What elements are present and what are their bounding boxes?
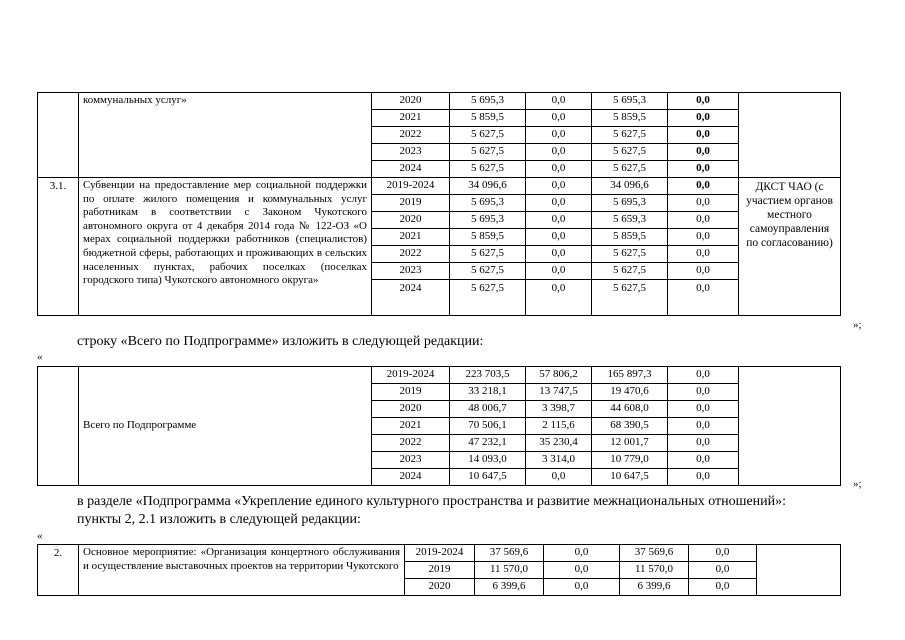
year-cell: 2021 <box>372 110 450 127</box>
item-number-cell <box>38 367 79 486</box>
federal-cell: 0,0 <box>526 144 592 161</box>
regional-cell: 12 001,7 <box>592 435 668 452</box>
regional-cell: 5 627,5 <box>592 144 668 161</box>
responsible-cell <box>757 545 841 596</box>
total-cell: 48 006,7 <box>450 401 526 418</box>
total-cell: 70 506,1 <box>450 418 526 435</box>
year-cell: 2021 <box>372 418 450 435</box>
federal-cell: 0,0 <box>526 212 592 229</box>
regional-cell: 5 627,5 <box>592 246 668 263</box>
table-row <box>38 93 841 110</box>
table-row <box>38 178 841 195</box>
regional-cell: 68 390,5 <box>592 418 668 435</box>
federal-cell: 57 806,2 <box>526 367 592 384</box>
total-cell: 223 703,5 <box>450 367 526 384</box>
regional-cell: 5 627,5 <box>592 263 668 280</box>
federal-cell: 0,0 <box>544 562 620 579</box>
federal-cell: 0,0 <box>544 579 620 596</box>
total-cell: 5 627,5 <box>450 161 526 178</box>
local-cell: 0,0 <box>668 469 739 486</box>
federal-cell: 0,0 <box>526 246 592 263</box>
total-cell: 5 859,5 <box>450 110 526 127</box>
total-cell: 5 627,5 <box>450 144 526 161</box>
total-label: Всего по Подпрограмме <box>79 367 372 486</box>
local-cell: 0,0 <box>668 212 739 229</box>
table-row <box>38 367 841 384</box>
local-cell: 0,0 <box>668 195 739 212</box>
total-cell: 34 096,6 <box>450 178 526 195</box>
closing-quote: »; <box>853 478 862 490</box>
year-cell: 2022 <box>372 246 450 263</box>
federal-cell: 13 747,5 <box>526 384 592 401</box>
federal-cell: 3 314,0 <box>526 452 592 469</box>
item-number-cell: 3.1. <box>38 178 79 316</box>
regional-cell: 10 779,0 <box>592 452 668 469</box>
federal-cell: 0,0 <box>526 127 592 144</box>
year-cell: 2021 <box>372 229 450 246</box>
local-cell: 0,0 <box>668 144 739 161</box>
total-cell: 5 627,5 <box>450 263 526 280</box>
closing-quote: »; <box>853 319 862 331</box>
federal-cell: 0,0 <box>526 93 592 110</box>
responsible-cell: ДКСТ ЧАО (с участием органов местного самоуправления по согласованию) <box>739 178 841 316</box>
federal-cell: 35 230,4 <box>526 435 592 452</box>
local-cell: 0,0 <box>668 110 739 127</box>
regional-cell: 19 470,6 <box>592 384 668 401</box>
year-cell: 2023 <box>372 144 450 161</box>
program-total-table <box>37 366 841 486</box>
year-cell: 2022 <box>372 435 450 452</box>
total-cell: 5 859,5 <box>450 229 526 246</box>
local-cell: 0,0 <box>668 246 739 263</box>
regional-cell: 165 897,3 <box>592 367 668 384</box>
local-cell: 0,0 <box>668 452 739 469</box>
year-cell: 2019-2024 <box>372 178 450 195</box>
regional-cell: 6 399,6 <box>620 579 689 596</box>
regional-cell: 5 627,5 <box>592 161 668 178</box>
regional-cell: 5 859,5 <box>592 110 668 127</box>
item-number-cell: 2. <box>38 545 79 596</box>
federal-cell: 2 115,6 <box>526 418 592 435</box>
item-description: Основное мероприятие: «Организация концертного обслуживания и осуществление выставочных проектов на территории Чукотского <box>79 545 405 596</box>
instruction-text: строку «Всего по Подпрограмме» изложить в следующей редакции: <box>77 334 484 349</box>
year-cell: 2019 <box>372 195 450 212</box>
total-cell: 5 627,5 <box>450 127 526 144</box>
year-cell: 2024 <box>372 469 450 486</box>
total-cell: 5 695,3 <box>450 93 526 110</box>
regional-cell: 5 659,3 <box>592 212 668 229</box>
federal-cell: 0,0 <box>526 195 592 212</box>
opening-quote: « <box>37 351 43 363</box>
local-cell: 0,0 <box>689 579 757 596</box>
opening-quote: « <box>37 530 43 542</box>
year-cell: 2019-2024 <box>372 367 450 384</box>
total-cell: 10 647,5 <box>450 469 526 486</box>
local-cell: 0,0 <box>668 93 739 110</box>
program-table-1 <box>37 92 841 316</box>
local-cell: 0,0 <box>668 280 739 316</box>
local-cell: 0,0 <box>668 418 739 435</box>
year-cell: 2019 <box>405 562 475 579</box>
regional-cell: 34 096,6 <box>592 178 668 195</box>
total-cell: 5 695,3 <box>450 212 526 229</box>
total-cell: 6 399,6 <box>475 579 544 596</box>
year-cell: 2019-2024 <box>405 545 475 562</box>
subprogram-table <box>37 544 841 596</box>
federal-cell: 0,0 <box>526 469 592 486</box>
table-row <box>38 545 841 562</box>
total-cell: 37 569,6 <box>475 545 544 562</box>
item-description: коммунальных услуг» <box>79 93 372 178</box>
year-cell: 2020 <box>405 579 475 596</box>
local-cell: 0,0 <box>689 545 757 562</box>
year-cell: 2024 <box>372 161 450 178</box>
federal-cell: 0,0 <box>526 161 592 178</box>
local-cell: 0,0 <box>668 161 739 178</box>
item-description: Субвенции на предоставление мер социальной поддержки по оплате жилого помещения и коммунальных услуг работникам в соответствии с Законом Чукотского автономного округа от 4 декабря 2014 года № 122-ОЗ «О мерах социальной поддержки работников (специалистов) бюджетной сферы, работающих и проживающих в сельских населенных пунктах, рабочих поселках (поселках городского типа) Чукотского автономного округа» <box>79 178 372 316</box>
federal-cell: 0,0 <box>526 280 592 316</box>
total-cell: 11 570,0 <box>475 562 544 579</box>
total-cell: 47 232,1 <box>450 435 526 452</box>
regional-cell: 5 627,5 <box>592 280 668 316</box>
local-cell: 0,0 <box>668 178 739 195</box>
regional-cell: 5 695,3 <box>592 195 668 212</box>
item-number-cell <box>38 93 79 178</box>
total-cell: 5 695,3 <box>450 195 526 212</box>
regional-cell: 44 608,0 <box>592 401 668 418</box>
regional-cell: 5 627,5 <box>592 127 668 144</box>
year-cell: 2023 <box>372 263 450 280</box>
federal-cell: 0,0 <box>526 229 592 246</box>
local-cell: 0,0 <box>689 562 757 579</box>
responsible-cell <box>739 93 841 178</box>
local-cell: 0,0 <box>668 229 739 246</box>
federal-cell: 0,0 <box>526 178 592 195</box>
federal-cell: 3 398,7 <box>526 401 592 418</box>
year-cell: 2020 <box>372 401 450 418</box>
regional-cell: 37 569,6 <box>620 545 689 562</box>
total-cell: 5 627,5 <box>450 280 526 316</box>
total-cell: 5 627,5 <box>450 246 526 263</box>
regional-cell: 11 570,0 <box>620 562 689 579</box>
total-cell: 14 093,0 <box>450 452 526 469</box>
local-cell: 0,0 <box>668 384 739 401</box>
regional-cell: 5 695,3 <box>592 93 668 110</box>
responsible-cell <box>739 367 841 486</box>
instruction-text: в разделе «Подпрограмма «Укрепление единого культурного пространства и развитие межнациональных отношений»: <box>77 494 787 509</box>
year-cell: 2023 <box>372 452 450 469</box>
local-cell: 0,0 <box>668 435 739 452</box>
regional-cell: 10 647,5 <box>592 469 668 486</box>
local-cell: 0,0 <box>668 367 739 384</box>
year-cell: 2024 <box>372 280 450 316</box>
federal-cell: 0,0 <box>526 263 592 280</box>
local-cell: 0,0 <box>668 263 739 280</box>
total-cell: 33 218,1 <box>450 384 526 401</box>
year-cell: 2019 <box>372 384 450 401</box>
year-cell: 2022 <box>372 127 450 144</box>
instruction-text: пункты 2, 2.1 изложить в следующей редакции: <box>77 512 361 527</box>
local-cell: 0,0 <box>668 401 739 418</box>
federal-cell: 0,0 <box>526 110 592 127</box>
year-cell: 2020 <box>372 212 450 229</box>
regional-cell: 5 859,5 <box>592 229 668 246</box>
year-cell: 2020 <box>372 93 450 110</box>
federal-cell: 0,0 <box>544 545 620 562</box>
local-cell: 0,0 <box>668 127 739 144</box>
